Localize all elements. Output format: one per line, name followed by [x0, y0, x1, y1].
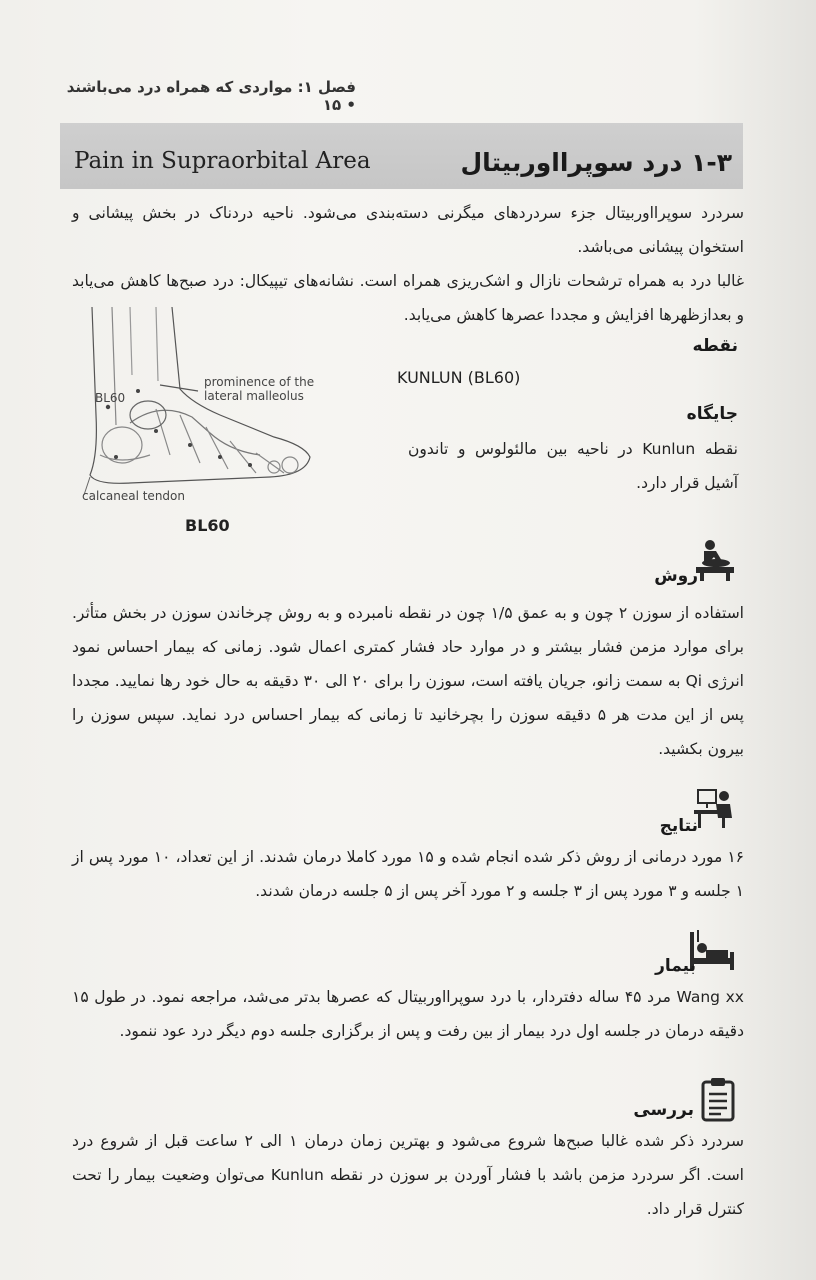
results-heading: نتایج — [659, 816, 698, 836]
method-heading: روش — [654, 566, 698, 586]
page-number: ۱۵ — [322, 96, 342, 114]
running-head-separator: • — [346, 96, 356, 114]
massage-therapy-icon — [692, 537, 738, 583]
foot-figure — [60, 305, 320, 515]
patient-text: Wang xx مرد ۴۵ ساله دفتردار، با درد سوپرااوربیتال که عصرها بدتر می‌شد، مراجعه نمود. در طول ۱۵ دقیقه درمان در جلسه اول درد بیمار از بین رفت و پس از برگزاری جلسه دوم دیگر درد عود ننمود. — [72, 988, 744, 1040]
section-title-english: Pain in Supraorbital Area — [74, 148, 371, 174]
doctor-desk-icon — [692, 786, 736, 830]
location-heading: جایگاه — [686, 404, 738, 424]
figure-label-point: BL60 — [95, 391, 126, 405]
running-head — [66, 78, 356, 114]
figure-label-tendon: calcaneal tendon — [82, 489, 185, 503]
results-text: ۱۶ مورد درمانی از روش ذکر شده انجام شده و ۱۵ مورد کاملا درمان شدند. از این تعداد، ۱۰ مورد پس از ۱ جلسه و ۳ مورد پس از ۳ جلسه و ۲ مورد آخر پس از ۵ جلسه درمان شدند. — [72, 848, 744, 900]
point-code: KUNLUN (BL60) — [397, 368, 521, 387]
review-heading: بررسی — [633, 1100, 694, 1120]
section-title-persian: ۱-۳ درد سوپرااوربیتال — [460, 148, 732, 177]
location-text: نقطه Kunlun در ناحیه بین مالئولوس و تاندون آشیل قرار دارد. — [408, 440, 738, 492]
review-text: سردرد ذکر شده غالبا صبح‌ها شروع می‌شود و بهترین زمان درمان ۱ الی ۲ ساعت قبل از شروع درد است. اگر سردرد مزمن باشد با فشار آوردن بر سوزن در نقطه Kunlun می‌توان وضعیت بیمار را تحت کنترل قرار داد. — [72, 1132, 744, 1218]
foot-illustration — [60, 305, 320, 515]
point-heading: نقطه — [692, 336, 738, 356]
clipboard-icon — [700, 1076, 736, 1122]
intro-paragraph-2: غالبا درد به همراه ترشحات نازال و اشک‌ریزی همراه است. نشانه‌های تیپیکال: درد صبح‌ها کاهش می‌یابد و بعدازظهرها افزایش و مجددا عصرها کاهش می‌یابد. — [72, 272, 744, 324]
figure-caption: BL60 — [185, 516, 230, 535]
intro-paragraph-1: سردرد سوپرااوربیتال جزء سردردهای میگرنی دسته‌بندی می‌شود. ناحیه دردناک در بخش پیشانی و استخوان پیشانی می‌باشد. — [72, 204, 744, 256]
running-head-chapter: فصل ۱: مواردی که همراه درد می‌باشند — [66, 78, 356, 96]
figure-label-prominence: prominence of the lateral malleolus — [204, 375, 315, 403]
method-text: استفاده از سوزن ۲ چون و به عمق ۱/۵ چون در نقطه نامبرده و به روش چرخاندن سوزن در بخش متأثر. برای موارد مزمن فشار بیشتر و در موارد حاد فشار کمتری اعمال شود. زمانی که بیمار احساس نمود انرژی Qi به سمت زانو، جریان یافته است، سوزن را برای ۲۰ الی ۳۰ دقیقه به حال خود رها نمایید. مجددا پس از این مدت هر ۵ دقیقه سوزن را بچرخانید تا زمانی که بیمار احساس درد نماید. سپس سوزن را بیرون بکشید. — [72, 604, 744, 758]
patient-heading: بیمار — [655, 956, 696, 976]
